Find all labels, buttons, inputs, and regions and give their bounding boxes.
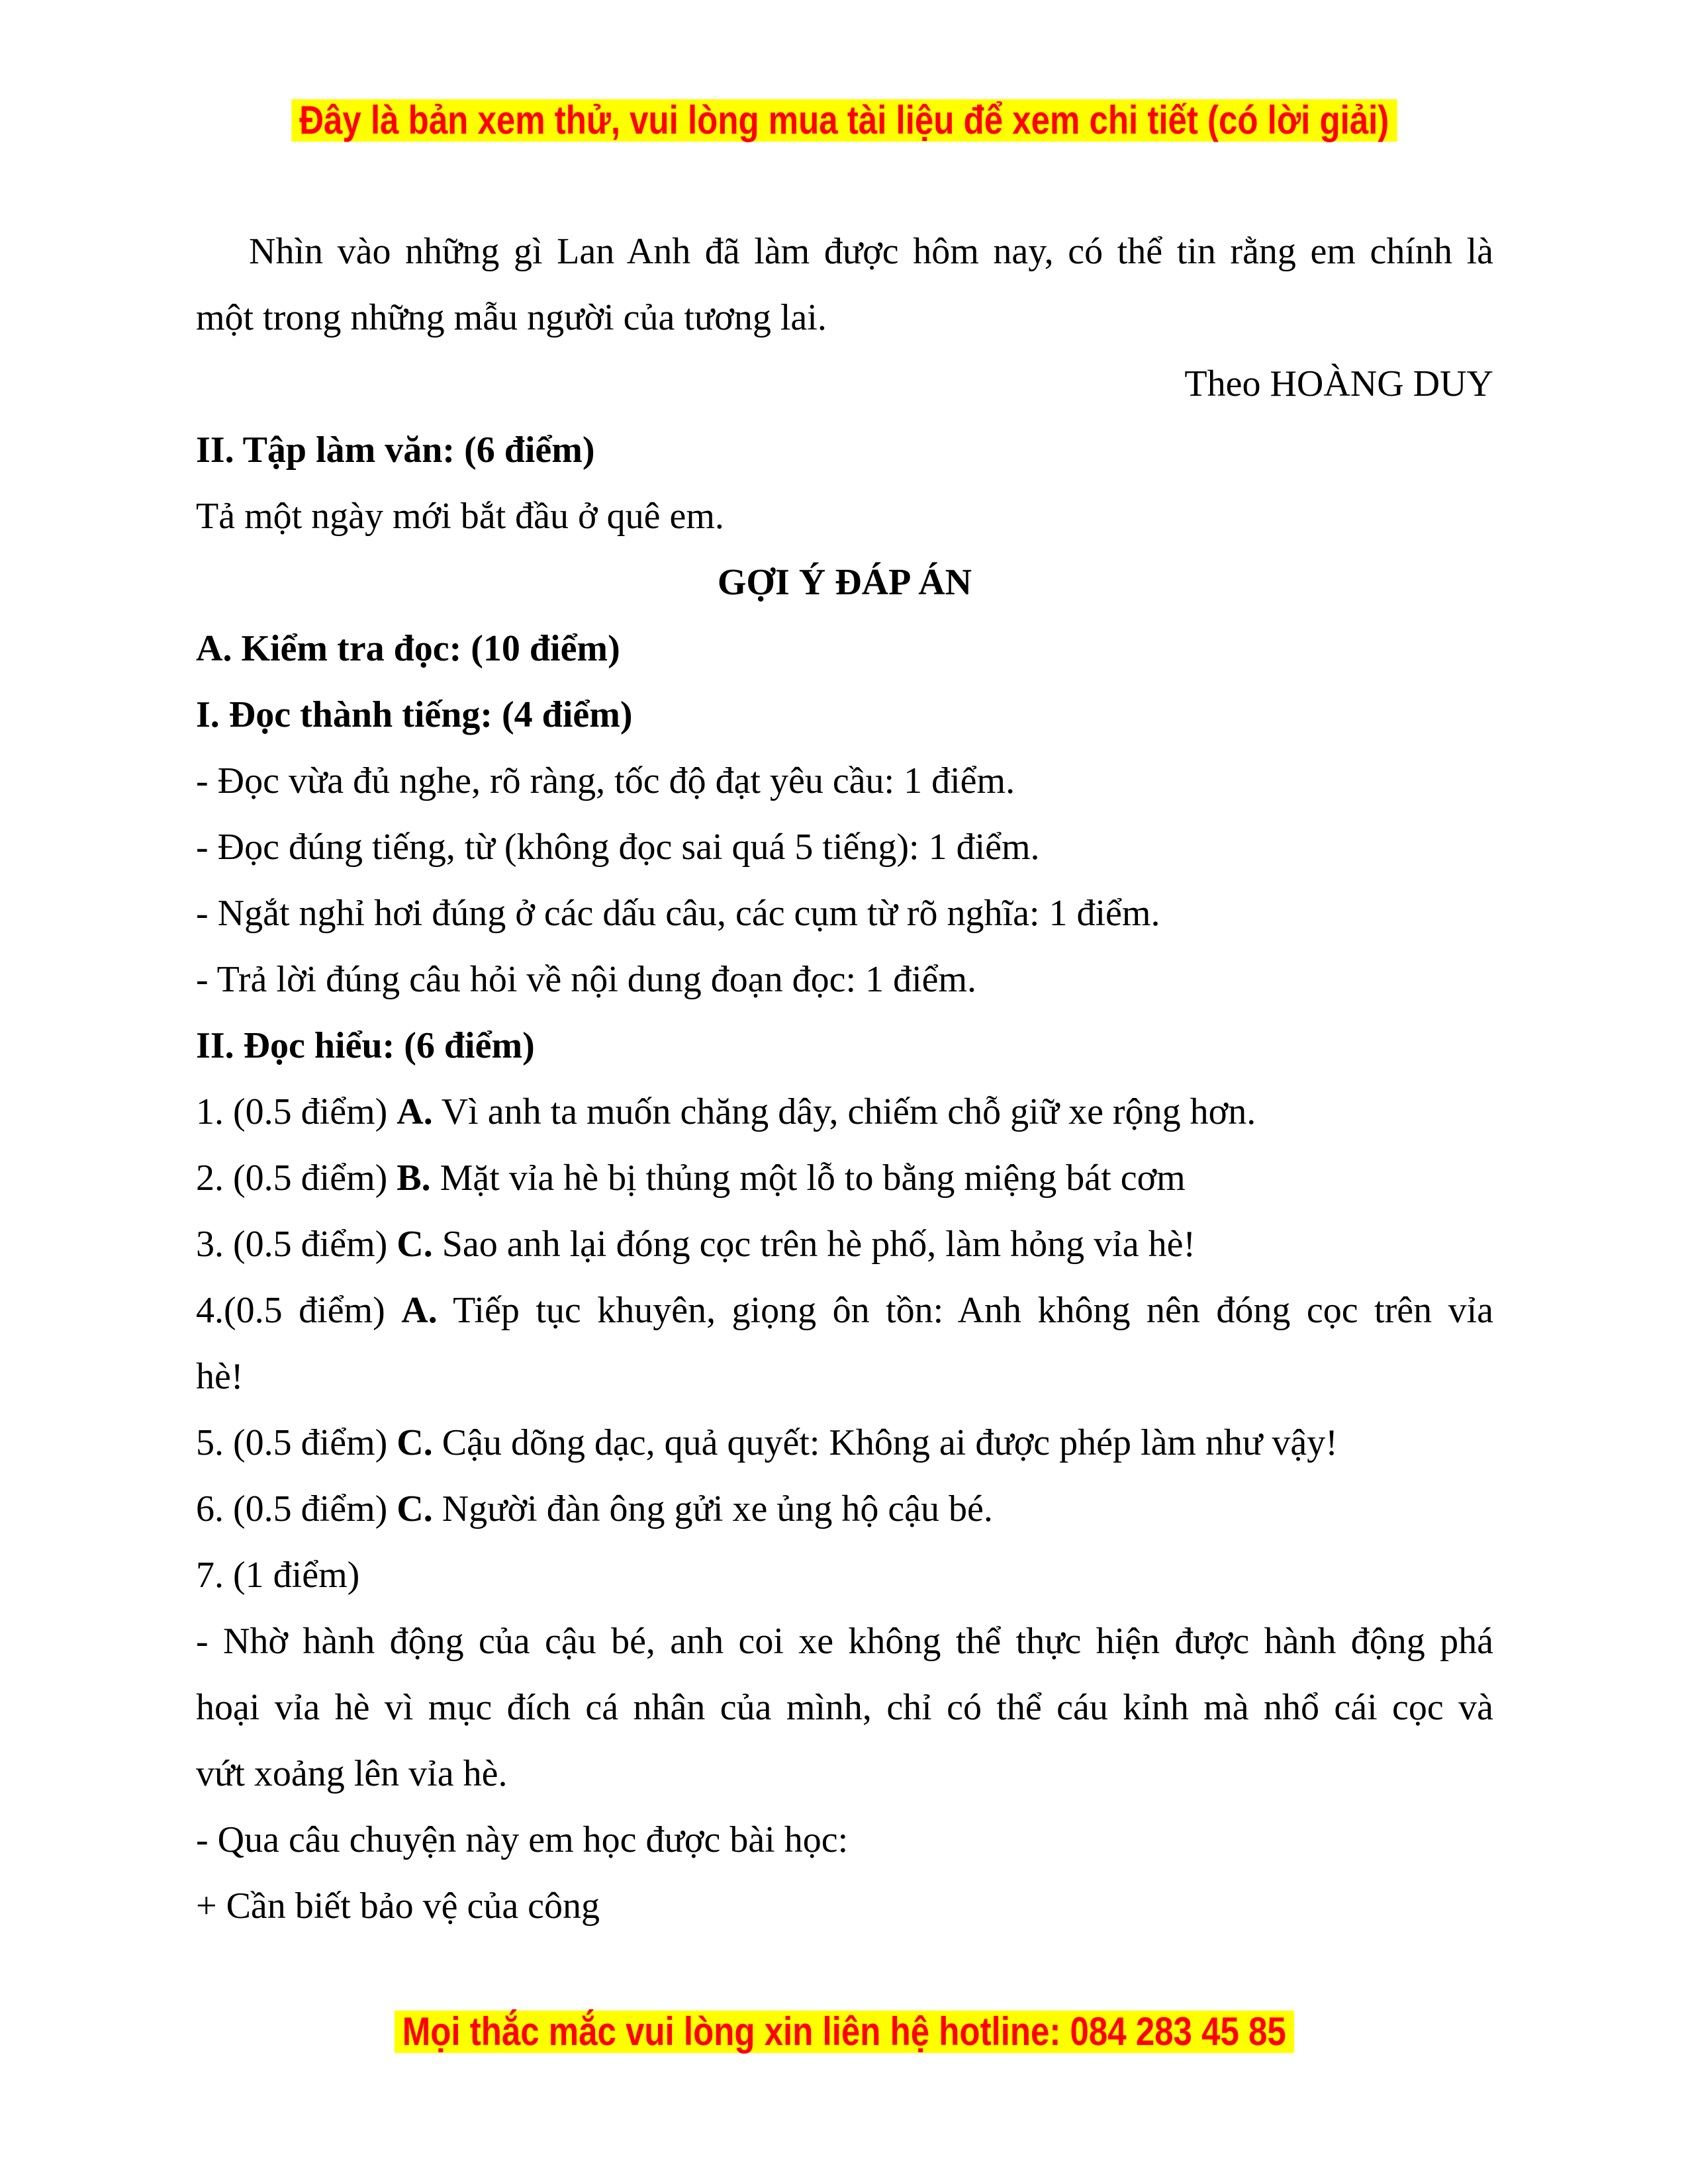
text-segment: Người đàn ông gửi xe ủng hộ cậu bé. bbox=[432, 1488, 993, 1529]
text-segment: - Trả lời đúng câu hỏi về nội dung đoạn đọc: 1 điểm. bbox=[196, 959, 977, 1000]
heading-tap-lam-van bbox=[196, 417, 1493, 483]
bottom-banner-row bbox=[0, 2011, 1688, 2053]
text-segment: Mặt vỉa hè bị thủng một lỗ to bằng miệng bát cơm bbox=[430, 1158, 1186, 1199]
answer-letter: C. bbox=[397, 1488, 433, 1529]
author-credit bbox=[196, 351, 1493, 417]
answer-7-line-1 bbox=[196, 1608, 1493, 1674]
hotline-banner: Mọi thắc mắc vui lòng xin liên hệ hotline: 084 283 45 85 bbox=[395, 2011, 1294, 2053]
answer-letter: A. bbox=[397, 1091, 433, 1132]
answer-7-label bbox=[196, 1542, 1493, 1608]
text-segment: 3. (0.5 điểm) bbox=[196, 1224, 397, 1265]
text-segment: - Qua câu chuyện này em học được bài học: bbox=[196, 1819, 849, 1860]
criteria-1 bbox=[196, 748, 1493, 814]
text-segment: Cậu dõng dạc, quả quyết: Không ai được phép làm như vậy! bbox=[432, 1422, 1338, 1463]
text-segment: Sao anh lại đóng cọc trên hè phố, làm hỏng vỉa hè! bbox=[432, 1224, 1196, 1265]
text-segment: Nhìn vào những gì Lan Anh đã làm được hôm nay, có thể tin rằng em chính là bbox=[249, 231, 1493, 272]
text-segment: GỢI Ý ĐÁP ÁN bbox=[717, 562, 972, 603]
answer-letter: C. bbox=[397, 1224, 433, 1265]
answer-7-lesson bbox=[196, 1807, 1493, 1873]
text-segment: A. Kiểm tra đọc: (10 điểm) bbox=[196, 628, 620, 669]
heading-doc-thanh-tieng bbox=[196, 682, 1493, 748]
heading-doc-hieu bbox=[196, 1013, 1493, 1079]
heading-kiem-tra-doc bbox=[196, 615, 1493, 682]
answer-7-line-2 bbox=[196, 1674, 1493, 1741]
answer-letter: A. bbox=[401, 1290, 438, 1331]
text-segment: 1. (0.5 điểm) bbox=[196, 1091, 397, 1132]
text-segment: 2. (0.5 điểm) bbox=[196, 1158, 397, 1199]
answer-letter: C. bbox=[397, 1422, 433, 1463]
text-segment: - Đọc đúng tiếng, từ (không đọc sai quá 5 tiếng): 1 điểm. bbox=[196, 827, 1040, 868]
answer-key-title bbox=[196, 549, 1493, 615]
answer-2 bbox=[196, 1145, 1493, 1211]
answer-4-line-1 bbox=[196, 1277, 1493, 1343]
criteria-3 bbox=[196, 880, 1493, 946]
intro-line-1 bbox=[196, 218, 1493, 285]
text-segment: Tả một ngày mới bắt đầu ở quê em. bbox=[196, 496, 724, 537]
text-segment: - Ngắt nghỉ hơi đúng ở các dấu câu, các cụm từ rõ nghĩa: 1 điểm. bbox=[196, 893, 1160, 934]
preview-notice-banner: Đây là bản xem thử, vui lòng mua tài liệu để xem chi tiết (có lời giải) bbox=[291, 99, 1397, 142]
text-segment: Theo HOÀNG DUY bbox=[1184, 363, 1493, 404]
document-body bbox=[196, 218, 1493, 1939]
answer-4-line-2 bbox=[196, 1343, 1493, 1410]
answer-5 bbox=[196, 1410, 1493, 1476]
essay-topic bbox=[196, 483, 1493, 549]
text-segment: I. Đọc thành tiếng: (4 điểm) bbox=[196, 694, 633, 735]
text-segment: một trong những mẫu người của tương lai. bbox=[196, 297, 827, 338]
answer-1 bbox=[196, 1079, 1493, 1145]
answer-7-line-3 bbox=[196, 1741, 1493, 1807]
text-segment: + Cần biết bảo vệ của công bbox=[196, 1886, 600, 1927]
criteria-4 bbox=[196, 946, 1493, 1013]
text-segment: 7. (1 điểm) bbox=[196, 1555, 360, 1596]
text-segment: 4.(0.5 điểm) bbox=[196, 1290, 402, 1331]
text-segment: hè! bbox=[196, 1356, 244, 1397]
criteria-2 bbox=[196, 814, 1493, 880]
text-segment: 6. (0.5 điểm) bbox=[196, 1488, 397, 1529]
text-segment: Vì anh ta muốn chăng dây, chiếm chỗ giữ xe rộng hơn. bbox=[432, 1091, 1256, 1132]
text-segment: II. Đọc hiểu: (6 điểm) bbox=[196, 1025, 535, 1066]
text-segment: vứt xoảng lên vỉa hè. bbox=[196, 1753, 508, 1794]
top-banner-row bbox=[0, 99, 1688, 142]
text-segment: - Nhờ hành động của cậu bé, anh coi xe không thể thực hiện được hành động phá bbox=[196, 1621, 1493, 1662]
answer-6 bbox=[196, 1476, 1493, 1542]
intro-line-2 bbox=[196, 285, 1493, 351]
text-segment: 5. (0.5 điểm) bbox=[196, 1422, 397, 1463]
answer-3 bbox=[196, 1211, 1493, 1277]
text-segment: - Đọc vừa đủ nghe, rõ ràng, tốc độ đạt yêu cầu: 1 điểm. bbox=[196, 760, 1015, 801]
text-segment: hoại vỉa hè vì mục đích cá nhân của mình, chỉ có thể cáu kỉnh mà nhổ cái cọc và bbox=[196, 1687, 1493, 1728]
answer-7-lesson-item bbox=[196, 1873, 1493, 1939]
text-segment: Tiếp tục khuyên, giọng ôn tồn: Anh không nên đóng cọc trên vỉa bbox=[437, 1290, 1493, 1331]
text-segment: II. Tập làm văn: (6 điểm) bbox=[196, 430, 595, 471]
answer-letter: B. bbox=[397, 1158, 431, 1199]
